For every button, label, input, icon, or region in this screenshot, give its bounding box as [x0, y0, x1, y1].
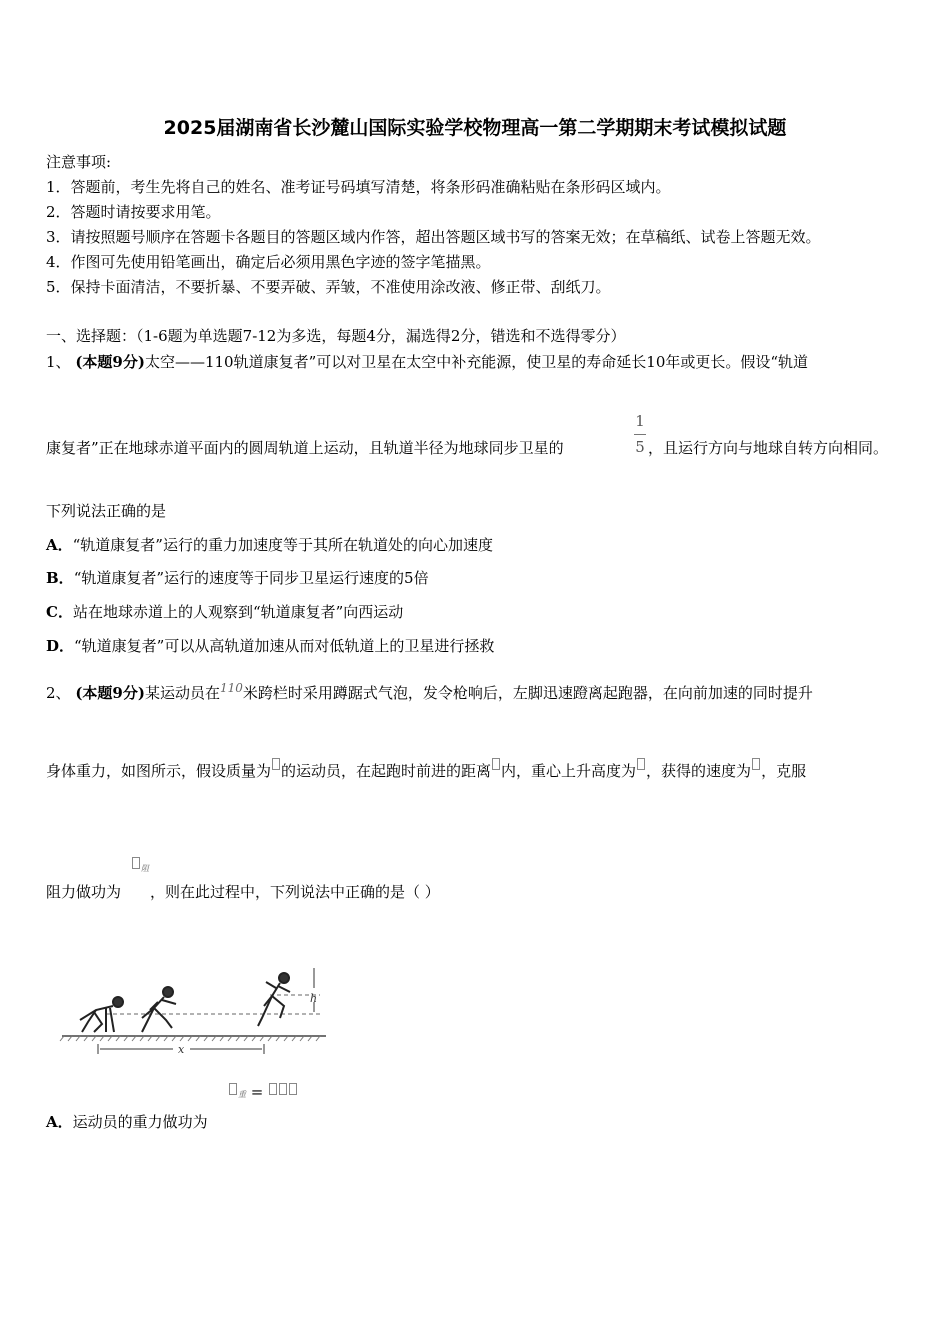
option-label: A． — [46, 536, 73, 554]
question-2-line-3b: ，则在此过程中，下列说法中正确的是（ ） — [150, 883, 440, 901]
option-label: C． — [46, 603, 73, 621]
symbol-m-placeholder — [272, 758, 280, 770]
question-2-option-a[interactable] — [46, 1112, 208, 1132]
option-label: B． — [46, 569, 74, 587]
subscript-zu: 阻 — [141, 864, 149, 873]
option-label: D． — [46, 637, 75, 655]
question-1-stem: 下列说法正确的是 — [46, 502, 167, 520]
fraction-denominator: 5 — [635, 438, 645, 456]
symbol-w-placeholder — [229, 1083, 237, 1095]
question-2-number: 2、 — [46, 684, 71, 702]
option-text: “轨道康复者”运行的速度等于同步卫星运行速度的5倍 — [73, 569, 429, 587]
question-2-text-2b: 的运动员，在起跑时前进的距离 — [281, 762, 492, 780]
symbol-h-placeholder — [637, 758, 645, 770]
option-text: 站在地球赤道上的人观察到“轨道康复者”向西运动 — [72, 603, 404, 621]
symbol-x-placeholder — [492, 758, 500, 770]
question-2-text-2d: ，获得的速度为 — [646, 762, 752, 780]
subscript-zhong: 重 — [238, 1090, 246, 1099]
question-2-score: (本题9分) — [75, 684, 145, 702]
option-label: A． — [46, 1113, 73, 1131]
question-1-option-d[interactable] — [46, 636, 494, 656]
symbol-placeholder-2 — [279, 1083, 287, 1095]
sprinter-rising — [142, 987, 176, 1032]
notice-item-5: 5．保持卡面清洁，不要折暴、不要弄破、弄皱，不准使用涂改液、修正带、刮纸刀。 — [46, 278, 611, 296]
question-1-text-1: 太空——110轨道康复者”可以对卫星在太空中补充能源，使卫星的寿命延长10年或更长。假设“轨道 — [144, 353, 809, 371]
option-text: 运动员的重力做功为 — [72, 1113, 208, 1131]
question-1-line-2b: ，且运行方向与地球自转方向相同。 — [648, 439, 889, 457]
question-1-line-1 — [46, 352, 808, 372]
sprinter-diagram — [58, 962, 333, 1062]
question-2-text-1b: 米跨栏时采用蹲踞式气泡，发令枪响后，左脚迅速蹬离起跑器，在向前加速的同时提升 — [242, 684, 813, 702]
question-1-option-b[interactable] — [46, 568, 429, 588]
question-2-text-2e: ，克服 — [761, 762, 807, 780]
question-1-option-c[interactable] — [46, 602, 403, 622]
fraction-bar — [634, 434, 646, 435]
question-1-number: 1、 — [46, 353, 71, 371]
symbol-w-placeholder — [132, 857, 140, 869]
notice-heading: 注意事项: — [46, 153, 112, 171]
gravity-work-formula — [228, 1083, 298, 1101]
notice-item-3: 3．请按照题号顺序在答题卡各题目的答题区域内作答，超出答题区域书写的答案无效；在草稿纸、试卷上答题无效。 — [46, 228, 821, 246]
equals-sign: = — [250, 1083, 269, 1101]
notice-item-2: 2．答题时请按要求用笔。 — [46, 203, 221, 221]
label-h: h — [310, 992, 318, 1005]
distance-value: 110 — [219, 681, 243, 695]
notice-item-1: 1．答题前，考生先将自己的姓名、准考证号码填写清楚，将条形码准确粘贴在条形码区域内。 — [46, 178, 671, 196]
question-2-text-1a: 某运动员在 — [144, 684, 220, 702]
label-x: x — [178, 1043, 185, 1056]
section-heading: 一、选择题：（1-6题为单选题7-12为多选，每题4分，漏选得2分，错选和不选得零分） — [46, 327, 626, 345]
question-1-line-2a: 康复者”正在地球赤道平面内的圆周轨道上运动，且轨道半径为地球同步卫星的 — [46, 439, 564, 457]
question-2-text-2a: 身体重力，如图所示，假设质量为 — [46, 762, 272, 780]
fraction-numerator: 1 — [635, 412, 645, 430]
question-2-line-1 — [46, 683, 813, 704]
question-2-text-2c: 内，重心上升高度为 — [501, 762, 637, 780]
question-2-line-3a: 阻力做功为 — [46, 883, 122, 901]
question-1-score: (本题9分) — [75, 353, 145, 371]
sprinter-running — [258, 973, 290, 1026]
option-text: “轨道康复者”可以从高轨道加速从而对低轨道上的卫星进行拯救 — [74, 637, 495, 655]
work-symbol — [131, 856, 149, 875]
option-text: “轨道康复者”运行的重力加速度等于其所在轨道处的向心加速度 — [72, 536, 493, 554]
symbol-placeholder-1 — [269, 1083, 277, 1095]
exam-title: 2025届湖南省长沙麓山国际实验学校物理高一第二学期期末考试模拟试题 — [163, 117, 787, 139]
question-1-option-a[interactable] — [46, 535, 493, 555]
question-2-line-2 — [46, 758, 806, 781]
symbol-v-placeholder — [752, 758, 760, 770]
symbol-placeholder-3 — [289, 1083, 297, 1095]
notice-item-4: 4．作图可先使用铅笔画出，确定后必须用黑色字迹的签字笔描黑。 — [46, 253, 491, 271]
